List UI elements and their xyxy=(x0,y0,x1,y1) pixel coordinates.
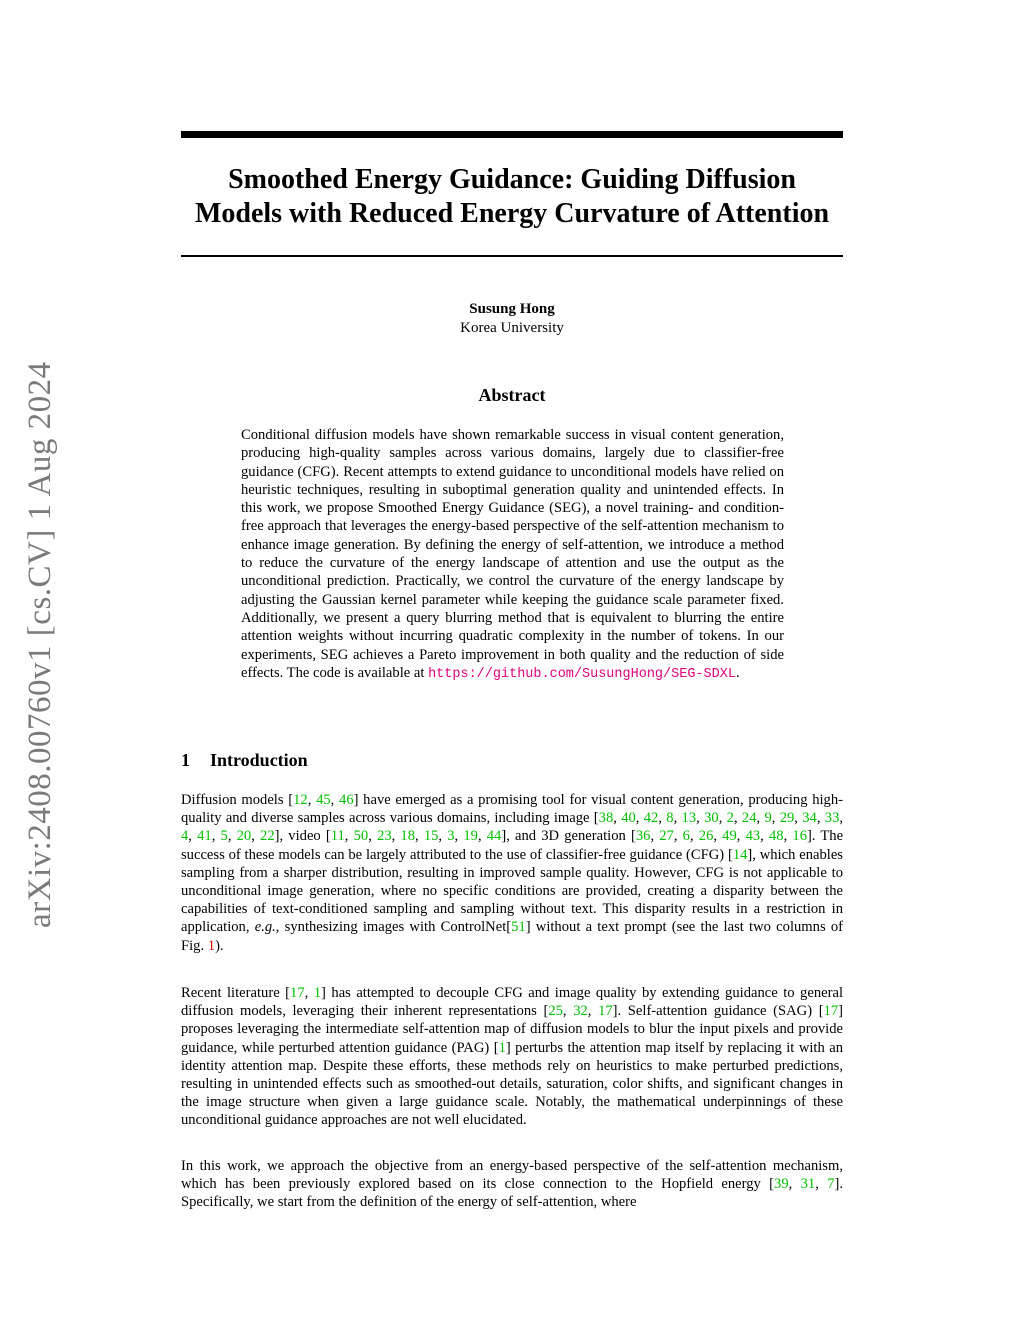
citation-link[interactable]: 12 xyxy=(293,792,308,808)
intro-paragraph: Recent literature [17, 1] has attempted to decouple CFG and image quality by extending guidance to general diffusion models, leveraging their inherent representations [25, 32, 17]. Self-attention guidance (SAG) [17] proposes leveraging the intermediate self-attention map of diffusion models to blur the input pixels and provide guidance, while perturbed attention guidance (PAG) [1] perturbs the attention map itself by replacing it with an identity attention map. Despite these efforts, these methods rely on heuristics to make perturbed predictions, resulting in unintended effects such as smoothed-out details, saturation, color shifts, and significant changes in the image structure when given a large guidance scale. Notably, the mathematical underpinnings of these unconditional guidance approaches are not well elucidated. xyxy=(181,985,844,1129)
citation-link[interactable]: 24 xyxy=(741,810,757,827)
citation-link[interactable]: 50 xyxy=(353,828,369,845)
citation-link[interactable]: 4 xyxy=(181,828,189,845)
citation-link[interactable]: 11 xyxy=(330,828,345,845)
citation-link[interactable]: 48 xyxy=(768,828,784,845)
title-line: Models with Reduced Energy Curvature of Attention xyxy=(194,198,830,229)
citation-link[interactable]: 44 xyxy=(486,828,502,845)
citation-link[interactable]: 26 xyxy=(698,828,714,845)
citation-link[interactable]: 36 xyxy=(635,828,651,845)
citation-link[interactable]: 14 xyxy=(732,846,748,863)
citation-link[interactable]: 17 xyxy=(290,985,305,1001)
citation-link[interactable]: 34 xyxy=(802,810,817,827)
intro-paragraph: Diffusion models [12, 45, 46] have emerged as a promising tool for visual content generation, producing high-quality and diverse samples across various domains, including image [38, 40, 42, 8, 13, 30, 2, 24, 9, 29, 34, 33, 4, 41, 5, 20, 22], video [11, 50, 23, 18, 15, 3, 19, 44], and 3D generation [36, 27, 6, 26, 49, 43, 48, 16]. The success of these models can be largely attributed to the use of classifier-free guidance (CFG) [14], which enables sampling from a sharper distribution, resulting in improved sample quality. However, CFG is not applicable to unconditional image generation, where no specific conditions are provided, creating a disparity between the capabilities of text-conditioned sampling and sampling without text. This disparity results in a restriction in application, e.g., synthesizing images with ControlNet[51] without a text prompt (see the last two columns of Fig. 1). xyxy=(181,792,844,954)
abstract-heading: Abstract xyxy=(478,385,546,405)
citation-link[interactable]: 6 xyxy=(682,828,690,845)
citation-link[interactable]: 19 xyxy=(463,828,478,845)
code-link[interactable]: https://github.com/SusungHong/SEG-SDXL xyxy=(428,666,736,682)
citation-link[interactable]: 49 xyxy=(722,828,737,845)
citation-link[interactable]: 25 xyxy=(548,1003,563,1020)
citation-link[interactable]: 39 xyxy=(774,1176,789,1193)
citation-link[interactable]: 17 xyxy=(823,1003,839,1020)
abstract-body: Conditional diffusion models have shown remarkable success in visual content generation, producing high-quality samples across various domains, largely due to classifier-free guidance (CFG). Recent attempts to extend guidance to unconditional models have relied on heuristic techniques, resulting in suboptimal generation quality and unintended effects. In this work, we propose Smoothed Energy Guidance (SEG), a novel training- and condition-free approach that leverages the energy-based perspective of the self-attention mechanism to enhance image generation. By defining the energy of self-attention, we introduce a method to reduce the curvature of the energy landscape of attention and use the output as the unconditional prediction. Practically, we control the curvature of the energy landscape by adjusting the Gaussian kernel parameter while keeping the guidance scale parameter fixed. Additionally, we present a query blurring method that is equivalent to blurring the entire attention weights without incurring quadratic complexity in the number of tokens. In our experiments, SEG achieves a Pareto improvement in both quality and the reduction of side effects. The code is available at https://github.com/SusungHong/SEG-SDXL. xyxy=(241,427,784,682)
citation-link[interactable]: 33 xyxy=(824,810,840,827)
citation-link[interactable]: 41 xyxy=(197,828,212,845)
citation-link[interactable]: 18 xyxy=(400,828,416,845)
abstract-text: Conditional diffusion models have shown remarkable success in visual content generation, producing high-quality samples across various domains, largely due to classifier-free guidance (CFG). Recent attempts to extend guidance to unconditional models have relied on heuristic techniques, resulting in suboptimal generation quality and unintended effects. In this work, we propose Smoothed Energy Guidance (SEG), a novel training- and condition-free approach that leverages the energy-based perspective of the self-attention mechanism to enhance image generation. By defining the energy of self-attention, we introduce a method to reduce the curvature of the energy landscape of attention and use the output as the unconditional prediction. Practically, we control the curvature of the energy landscape by adjusting the Gaussian kernel parameter while keeping the guidance scale parameter fixed. Additionally, we present a query blurring method that is equivalent to blurring the entire attention weights without incurring quadratic complexity in the number of tokens. In our experiments, SEG achieves a Pareto improvement in both quality and the reduction of side effects. The code is available at xyxy=(241,427,784,681)
citation-link[interactable]: 1 xyxy=(498,1039,506,1056)
citation-link[interactable]: 13 xyxy=(681,810,697,827)
citation-link[interactable]: 15 xyxy=(423,828,439,845)
citation-link[interactable]: 1 xyxy=(313,985,322,1001)
citation-link[interactable]: 31 xyxy=(800,1176,816,1193)
section-number: 1 xyxy=(181,750,190,770)
citation-link[interactable]: 5 xyxy=(220,828,228,845)
citation-link[interactable]: 40 xyxy=(621,810,636,827)
citation-link[interactable]: 7 xyxy=(827,1176,835,1193)
title-line: Smoothed Energy Guidance: Guiding Diffusion xyxy=(228,164,796,195)
italic-text: e.g. xyxy=(254,919,276,936)
title-bottom-rule xyxy=(181,255,843,257)
author-affiliation: Korea University xyxy=(460,320,564,336)
citation-link[interactable]: 32 xyxy=(573,1003,588,1020)
citation-link[interactable]: 27 xyxy=(659,828,674,845)
figure-ref-link[interactable]: 1 xyxy=(207,937,216,954)
citation-link[interactable]: 43 xyxy=(745,828,761,845)
citation-link[interactable]: 16 xyxy=(792,828,807,845)
citation-link[interactable]: 3 xyxy=(447,828,455,845)
title-top-rule xyxy=(181,131,843,138)
citation-link[interactable]: 42 xyxy=(643,810,659,827)
citation-link[interactable]: 22 xyxy=(260,828,275,845)
author-name: Susung Hong xyxy=(469,301,555,317)
citation-link[interactable]: 20 xyxy=(236,828,252,845)
citation-link[interactable]: 9 xyxy=(764,810,772,827)
citation-link[interactable]: 2 xyxy=(726,810,734,827)
citation-link[interactable]: 45 xyxy=(316,792,331,808)
citation-link[interactable]: 46 xyxy=(339,792,354,808)
citation-link[interactable]: 38 xyxy=(598,810,614,827)
author-block xyxy=(181,300,843,338)
citation-link[interactable]: 23 xyxy=(377,828,392,845)
citation-link[interactable]: 17 xyxy=(598,1003,613,1020)
section-heading xyxy=(181,750,308,771)
citation-link[interactable]: 8 xyxy=(666,810,674,827)
citation-link[interactable]: 51 xyxy=(511,919,526,936)
intro-paragraph: In this work, we approach the objective from an energy-based perspective of the self-attention mechanism, which has been previously explored based on its close connection to the Hopfield energy [39, 31, 7]. Specifically, we start from the definition of the energy of self-attention, where xyxy=(181,1158,843,1211)
arxiv-identifier: arXiv:2408.00760v1 [cs.CV] 1 Aug 2024 xyxy=(22,361,58,928)
section-title: Introduction xyxy=(210,750,308,770)
citation-link[interactable]: 29 xyxy=(779,810,795,827)
citation-link[interactable]: 30 xyxy=(704,810,719,827)
paper-title xyxy=(181,163,843,231)
